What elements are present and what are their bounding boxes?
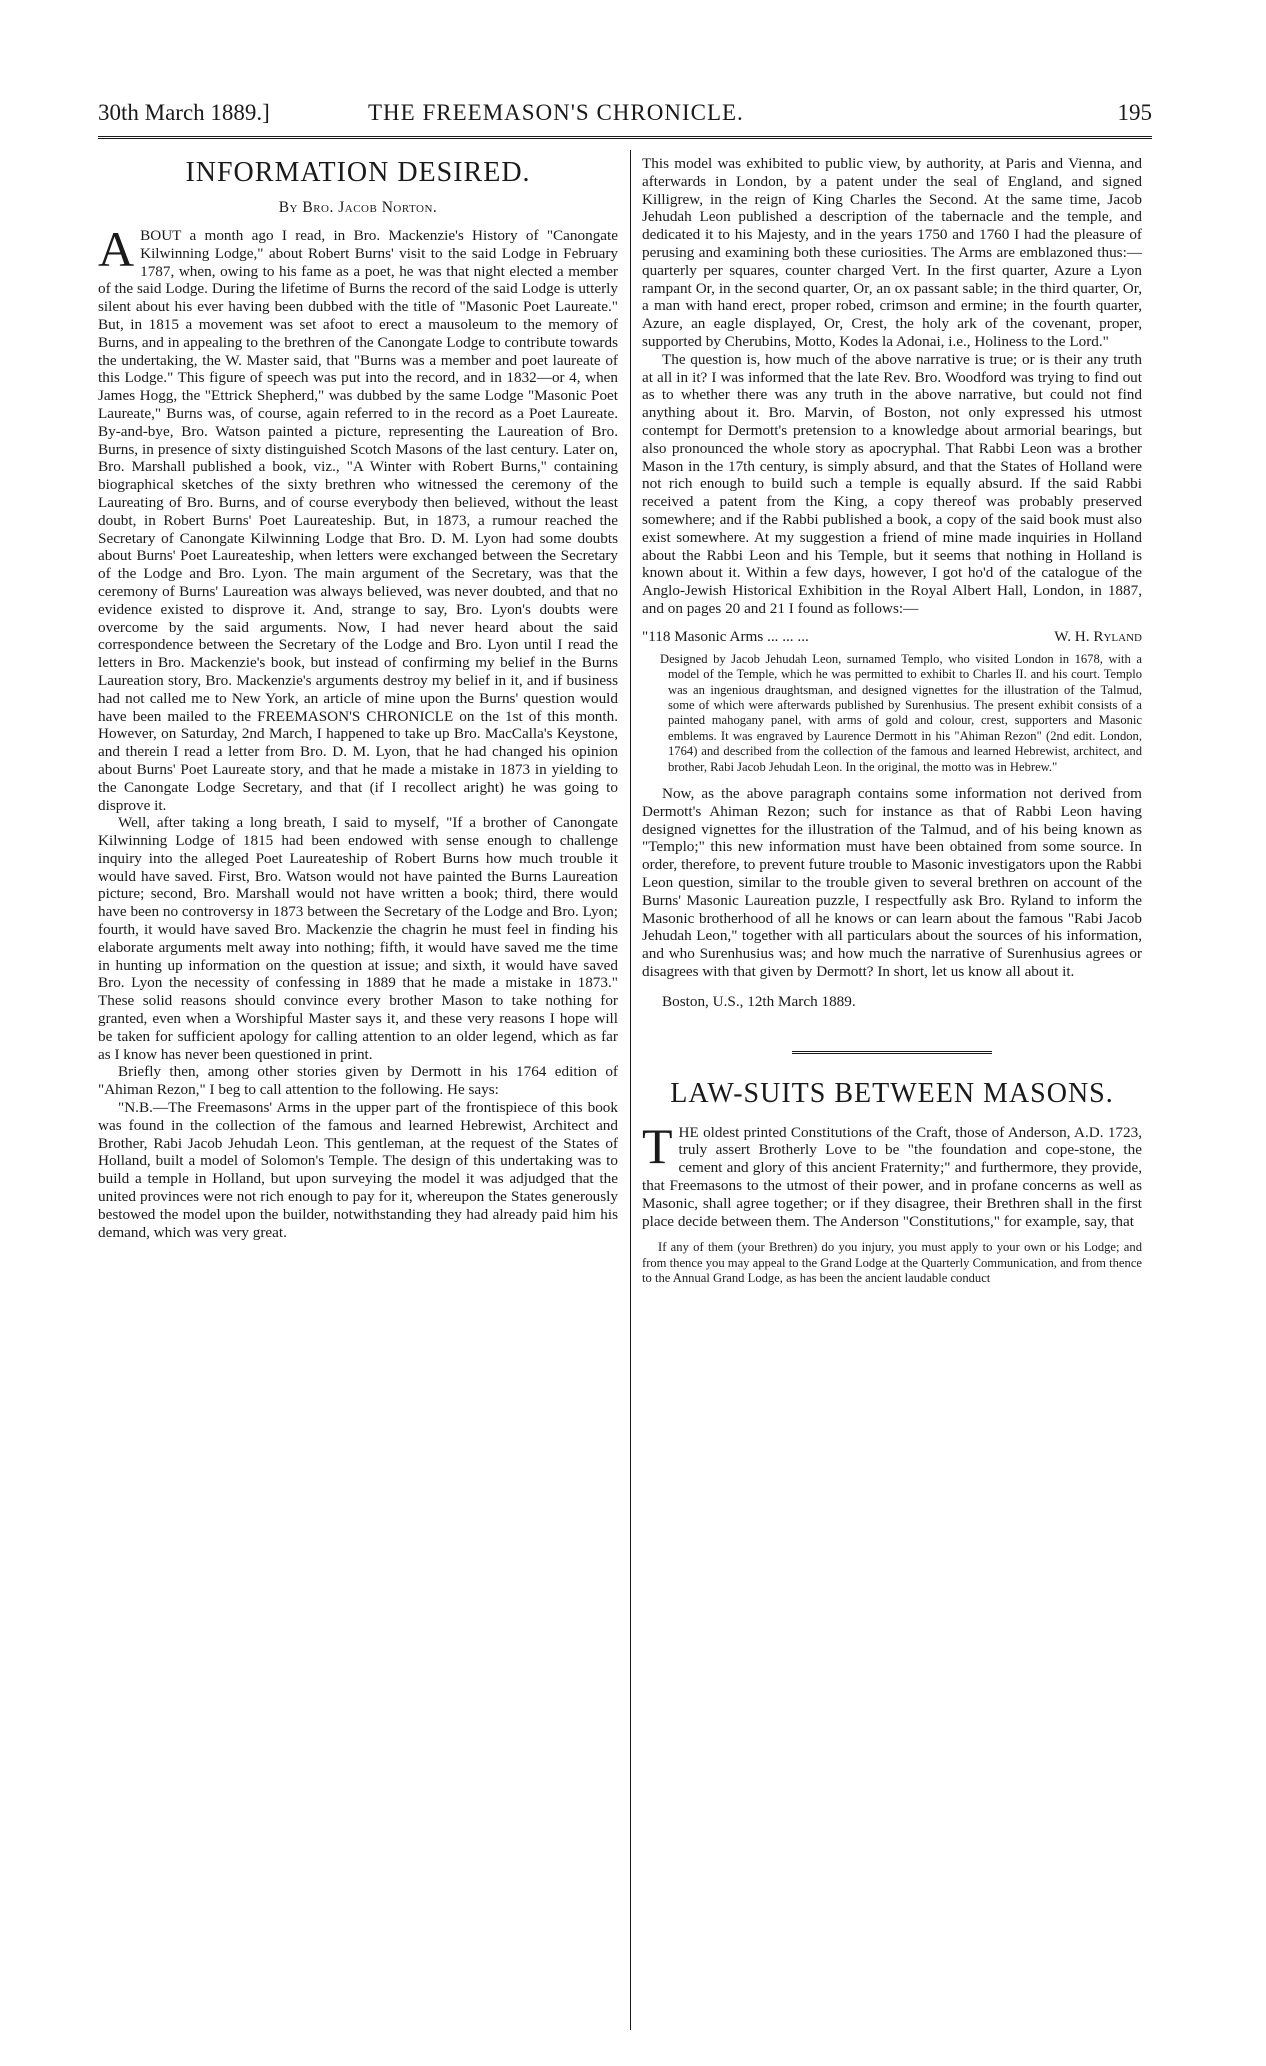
section-separator [792,1051,992,1054]
page-number: 195 [1117,100,1152,125]
drop-cap: A [98,221,135,277]
opening-paragraph [642,1117,1142,1231]
publication-title: THE FREEMASON'S CHRONICLE. [368,100,744,125]
paragraph: Now, as the above paragraph contains some information not derived from Dermott's Ahiman Rezon; such for instance as that of Rabbi Leon having designed vignettes for the illustration of the Talmud, and of his being known as "Templo;" this new information must have been obtained from some source. In order, therefore, to prevent future trouble to Masonic investigators upon the Rabbi Leon question, similar to the trouble given to several brethren on account of the Burns' Masonic Laureation puzzle, I respectfully ask Bro. Ryland to inform the Masonic brotherhood of all he knows or can learn about the famous "Rabi Jacob Jehudah Leon," together with all particulars about the sources of his information, and who Surenhusius was; and how much the narrative of Surenhusius agrees or disagrees with that given by Dermott? In short, let us know all about it. [642,784,1142,980]
quoted-paragraph: "N.B.—The Freemasons' Arms in the upper part of the frontispiece of this book was found in the collection of the famous and learned Hebrewist, Architect and Brother, Rabi Jacob Jehudah Leon. This gentleman, at the request of the States of Holland, built a model of Solomon's Temple. The design of this undertaking was to build a temple in Holland, but upon surveying the model it was adjudged that the united provinces were not rich enough to pay for it, whereupon the States generously bestowed the model upon the builder, notwithstanding they had already paid him his demand, which was very great. [98,1099,618,1241]
left-column [98,155,618,1241]
constitutions-quote: If any of them (your Brethren) do you injury, you must apply to your own or his Lodge; and from thence you may appeal to the Grand Lodge at the Quarterly Communication, and from thence to the Annual Grand Lodge, as has been the ancient laudable conduct [642,1240,1142,1286]
paragraph: The question is, how much of the above narrative is true; or is their any truth at all in it? I was informed that the late Rev. Bro. Woodford was trying to find out as to whether there was any truth in the above narrative, but could not find anything about it. Bro. Marvin, of Boston, not only expressed his utmost contempt for Dermott's pretension to a knowledge about armorial bearings, but also pronounced the whole story as apocryphal. That Rabbi Leon was a brother Mason in the 17th century, is simply absurd, and that the States of Holland were not rich enough to build such a temple is equally absurd. If the said Rabbi received a patent from the King, a copy thereof was probably preserved somewhere; and if the Rabbi published a book, a copy of the said book must also exist somewhere. At my suggestion a friend of mine made inquiries in Holland about the Rabbi Leon and his Temple, but it seems that nothing in Holland is known about it. Within a few days, however, I got ho'd of the catalogue of the Anglo-Jewish Historical Exhibition in the Royal Albert Hall, London, in 1887, and on pages 20 and 21 I found as follows:— [642,350,1142,617]
article-title: INFORMATION DESIRED. [185,157,531,188]
quoted-paragraph-continued: This model was exhibited to public view, by authority, at Paris and Vienna, and afterwards in London, by a patent under the seal of England, and signed Killigrew, in the reign of King Charles the Second. At the same time, Jacob Jehudah Leon published a description of the tabernacle and the temple, and dedicated it to his Majesty, and in the years 1750 and 1760 I had the pleasure of perusing and examining both these curiosities. The Arms are emblazoned thus:—quarterly per squares, counter charged Vert. In the first quarter, Azure a Lyon rampant Or, in the second quarter, Or, an ox passant sable; in the third quarter, Or, a man with hand erect, proper robed, crimson and ermine; in the fourth quarter, Azure, an eagle displayed, Or, Crest, the holy ark of the covenant, proper, supported by Cherubins, Motto, Kodes la Adonai, i.e., Holiness to the Lord." [642,155,1142,350]
catalogue-note: Designed by Jacob Jehudah Leon, surnamed Templo, who visited London in 1678, with a model of the Temple, which he was permitted to exhibit to Charles II. and his court. Templo was an ingenious draughtsman, and designed vignettes for the illustration of the Talmud, some of which were afterwards published by Surenhusius. The present exhibit consists of a painted mahogany panel, with arms of gold and colour, crest, supporters and Masonic emblems. It was engraved by Laurence Dermott in his "Ahiman Rezon" (2nd edit. London, 1764) and described from the collection of the famous and learned Hebrewist, architect, and brother, Rabi Jacob Jehudah Leon. In the original, the motto was in Hebrew." [660,651,1142,774]
paragraph: BOUT a month ago I read, in Bro. Mackenzie's History of "Canongate Kilwinning Lodge," about Robert Burns' visit to the said Lodge in February 1787, when, owing to his fame as a poet, he was that night elected a member of the said Lodge. During the lifetime of Burns the record of the said Lodge is utterly silent about his ever having been dubbed with the title of "Masonic Poet Laureate." But, in 1815 a movement was set afoot to erect a mausoleum to the memory of Burns, and in appealing to the brethren of the Canongate Lodge to contribute towards the undertaking, the W. Master said, that "Burns was a member and poet laureate of this Lodge." This figure of speech was put into the record, and in 1832—or 4, when James Hogg, the "Ettrick Shepherd," was dubbed by the same Lodge "Masonic Poet Laureate," Burns was, of course, again referred to in the record as a Poet Laureate. By-and-bye, Bro. Watson painted a picture, representing the Laureation of Bro. Burns, in presence of sixty distinguished Scotch Masons of the last century. Later on, Bro. Marshall published a book, viz., "A Winter with Robert Burns," containing biographical sketches of the sixty brethren who witnessed the ceremony of the Laureating of Bro. Burns, and of course everybody then believed, without the least doubt, in Robert Burns' Poet Laureateship. But, in 1873, a rumour reached the Secretary of Canongate Kilwinning Lodge that Bro. D. M. Lyon had some doubts about Burns' Poet Laureateship, when letters were exchanged between the Secretary of the Lodge and Bro. Lyon. The main argument of the Secretary, was that the ceremony of Burns' Laureation was always believed, was never doubted, and that no evidence existed to disprove it. And, strange to say, Bro. Lyon's doubts were overcome by the said arguments. Now, I had never heard about the said correspondence between the Secretary of the Lodge and Bro. Lyon until I read the letters in Bro. Mackenzie's book, but instead of confirming my belief in the Burns Laureation story, Bro. Mackenzie's arguments destroy my belief in it, and if business had not called me to New York, an article of mine upon the Burns' question would have been mailed to the FREEMASON'S CHRONICLE on the 1st of this month. However, on Saturday, 2nd March, I happened to take up Bro. MacCalla's Keystone, and therein I read a letter from Bro. D. M. Lyon, that he had changed his opinion about Burns' Poet Laureate story, and that he made a mistake in 1873 in yielding to the Canongate Lodge Secretary, and that (if I recollect aright) he was going to disprove it. [98,227,618,814]
newspaper-page [70,0,1170,2066]
opening-paragraph [98,221,618,814]
paragraph: HE oldest printed Constitutions of the Craft, those of Anderson, A.D. 1723, truly assert Brotherly Love to be "the foundation and cope-stone, the cement and glory of this ancient Fraternity;" and furthermore, they provide, that Freemasons to the utmost of their power, and in profane concerns as well as Masonic, shall agree together; or if they disagree, their Brethren shall in the first place decide between them. The Anderson "Constitutions," for example, say, that [642,1123,1142,1230]
paragraph: Briefly then, among other stories given by Dermott in his 1764 edition of "Ahiman Rezon," I beg to call attention to the following. He says: [98,1063,618,1099]
catalogue-entry [642,628,1142,646]
issue-date: 30th March 1889.] [98,100,270,125]
paragraph: Well, after taking a long breath, I said to myself, "If a brother of Canongate Kilwinning Lodge of 1815 had been endowed with sense enough to challenge inquiry into the alleged Poet Laureateship of Robert Burns how much trouble it would have saved. First, Bro. Watson would not have painted the Burns Laureation picture; second, Bro. Marshall would not have written a book; third, there would have been no controversy in 1873 between the Secretary of the Lodge and Bro. Lyon; fourth, it would have saved Bro. Mackenzie the chagrin he must feel in finding his elaborate arguments melt away into nothing; fifth, it would have saved me the time in hunting up information on the question at issue; and sixth, it would have saved Bro. Lyon the necessity of confessing in 1889 that he made a mistake in 1873." These solid reasons should convince every brother Mason to take nothing for granted, even when a Worshipful Master says it, and these very reasons I hope will be taken for sufficient apology for calling attention to an older legend, which as far as I know has never been questioned in print. [98,814,619,1063]
signoff: Boston, U.S., 12th March 1889. [662,992,856,1010]
right-column [642,155,1142,1287]
catalogue-entry-item: "118 Masonic Arms ... ... ... [642,627,809,645]
article-byline: By Bro. Jacob Norton. [278,199,438,216]
catalogue-entry-name: W. H. Ryland [1054,627,1142,645]
drop-cap: T [642,1117,673,1174]
masthead [98,96,1152,139]
column-divider [630,150,631,2030]
article-title: LAW-SUITS BETWEEN MASONS. [670,1077,1114,1109]
